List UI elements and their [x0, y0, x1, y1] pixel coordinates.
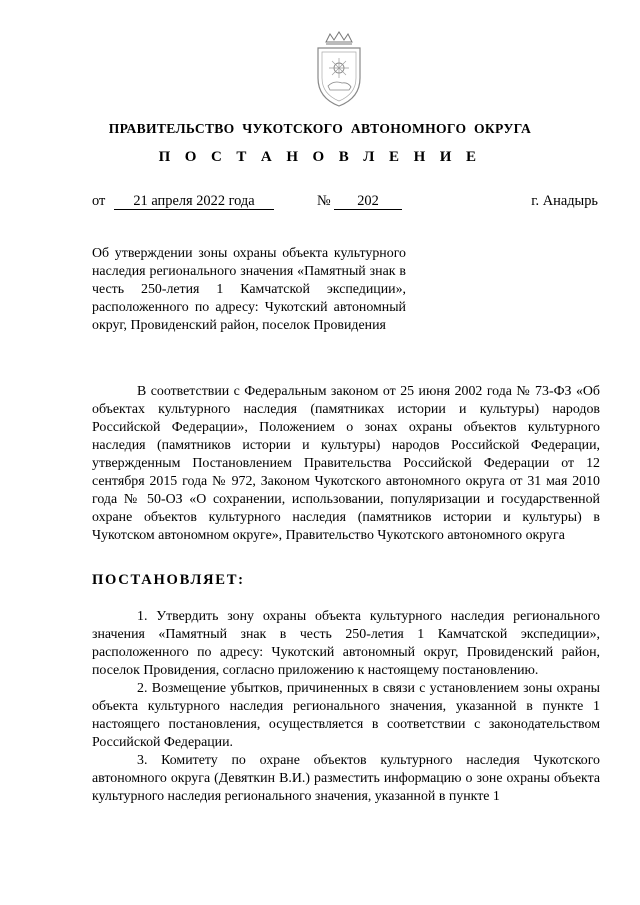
document-type-title: П О С Т А Н О В Л Е Н И Е [158, 149, 482, 165]
decree-heading: ПОСТАНОВЛЯЕТ: [92, 572, 245, 588]
document-city: г. Анадырь [531, 193, 598, 209]
decree-items [92, 608, 600, 806]
number-label: № [317, 193, 331, 209]
coat-of-arms-icon [306, 30, 372, 110]
decree-item: 3. Комитету по охране объектов культурного наследия Чукотского автономного округа (Девяткин В.И.) разместить информацию о зоне охраны объекта культурного наследия регионального значения, указанной в пункте 1 [92, 753, 600, 804]
preamble-paragraph: В соответствии с Федеральным законом от 25 июня 2002 года № 73-ФЗ «Об объектах культурного наследия (памятниках истории и культуры) народов Российской Федерации», Положением о зонах охраны объектов культурного наследия (памятников истории и культуры) народов Российской Федерации, утвержденным Постановлением Правительства Российской Федерации от 12 сентября 2015 года № 972, Законом Чукотского автономного округа от 31 мая 2010 года № 50-ОЗ «О сохранении, использовании, популяризации и государственной охране объектов культурного наследия (памятников истории и культуры) в Чукотском автономном округе», Правительство Чукотского автономного округа [92, 384, 600, 543]
government-title: ПРАВИТЕЛЬСТВО ЧУКОТСКОГО АВТОНОМНОГО ОКРУГА [108, 121, 532, 136]
date-prefix: от [92, 193, 106, 209]
document-date: 21 апреля 2022 года [114, 193, 274, 210]
decree-item: 2. Возмещение убытков, причиненных в связи с установлением зоны охраны объекта культурного наследия регионального значения, указанной в пункте 1 настоящего постановления, осуществляется в соответствии с законодательством Российской Федерации. [92, 681, 600, 750]
document-number: 202 [334, 193, 402, 210]
document-subject: Об утверждении зоны охраны объекта культурного наследия регионального значения «Памятный знак в честь 250-летия 1 Камчатской экспедиции», расположенного по адресу: Чукотский автономный округ, Провиденский район, поселок Провидения [92, 246, 406, 333]
decree-item: 1. Утвердить зону охраны объекта культурного наследия регионального значения «Памятный знак в честь 250-летия 1 Камчатской экспедиции», расположенного по адресу: Чукотский автономный округ, Провиденский район, поселок Провидения, согласно приложению к настоящему постановлению. [92, 609, 600, 678]
